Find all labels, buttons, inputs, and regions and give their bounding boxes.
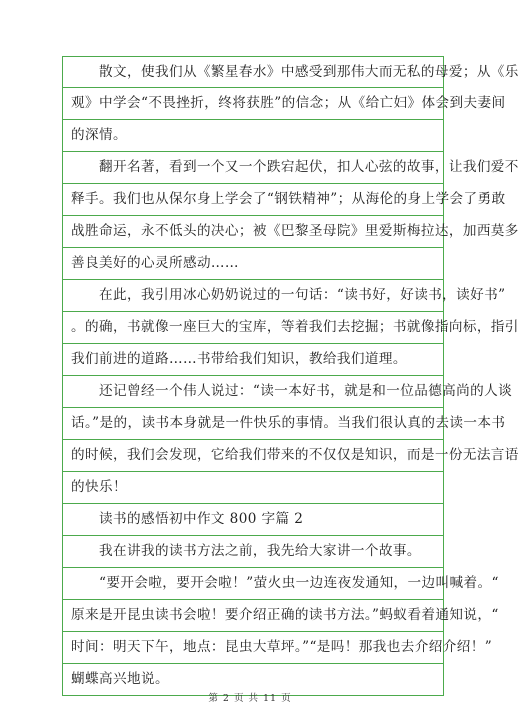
text-line: 话。”是的，读书本身就是一件快乐的事情。当我们很认真的去读一本书 (62, 408, 444, 440)
text-line: 释手。我们也从保尔身上学会了“钢铁精神”；从海伦的身上学会了勇敢 (62, 184, 444, 216)
text-line: 的时候，我们会发现，它给我们带来的不仅仅是知识，而是一份无法言语 (62, 440, 444, 472)
text-line: 的快乐！ (62, 472, 444, 504)
text-line: 。的确，书就像一座巨大的宝库，等着我们去挖掘；书就像指向标，指引 (62, 312, 444, 344)
text-line: 时间：明天下午，地点：昆虫大草坪。”“是吗！那我也去介绍介绍！” (62, 632, 444, 664)
text-line: 读书的感悟初中作文 800 字篇 2 (62, 504, 444, 536)
text-line: 翻开名著，看到一个又一个跌宕起伏，扣人心弦的故事，让我们爱不 (62, 152, 444, 184)
text-line: 蝴蝶高兴地说。 (62, 664, 444, 696)
text-line: “要开会啦，要开会啦！”萤火虫一边连夜发通知，一边叫喊着。“ (62, 568, 444, 600)
text-line: 在此，我引用冰心奶奶说过的一句话：“读书好，好读书，读好书” (62, 280, 444, 312)
text-line: 观》中学会“不畏挫折，终将获胜”的信念；从《给亡妇》体会到夫妻间 (62, 88, 444, 120)
text-line: 战胜命运，永不低头的决心；被《巴黎圣母院》里爱斯梅拉达，加西莫多 (62, 216, 444, 248)
text-line: 善良美好的心灵所感动…… (62, 248, 444, 280)
text-line: 我在讲我的读书方法之前，我先给大家讲一个故事。 (62, 536, 444, 568)
text-line: 散文，使我们从《繁星春水》中感受到那伟大而无私的母爱；从《乐 (62, 56, 444, 88)
text-grid (62, 56, 519, 696)
text-line: 还记曾经一个伟人说过：“读一本好书，就是和一位品德高尚的人谈 (62, 376, 444, 408)
text-line: 我们前进的道路……书带给我们知识，教给我们道理。 (62, 344, 444, 376)
text-line: 的深情。 (62, 120, 444, 152)
page-footer: 第 2 页 共 11 页 (208, 693, 292, 704)
text-line: 原来是开昆虫读书会啦！要介绍正确的读书方法。”蚂蚁看着通知说，“ (62, 600, 444, 632)
